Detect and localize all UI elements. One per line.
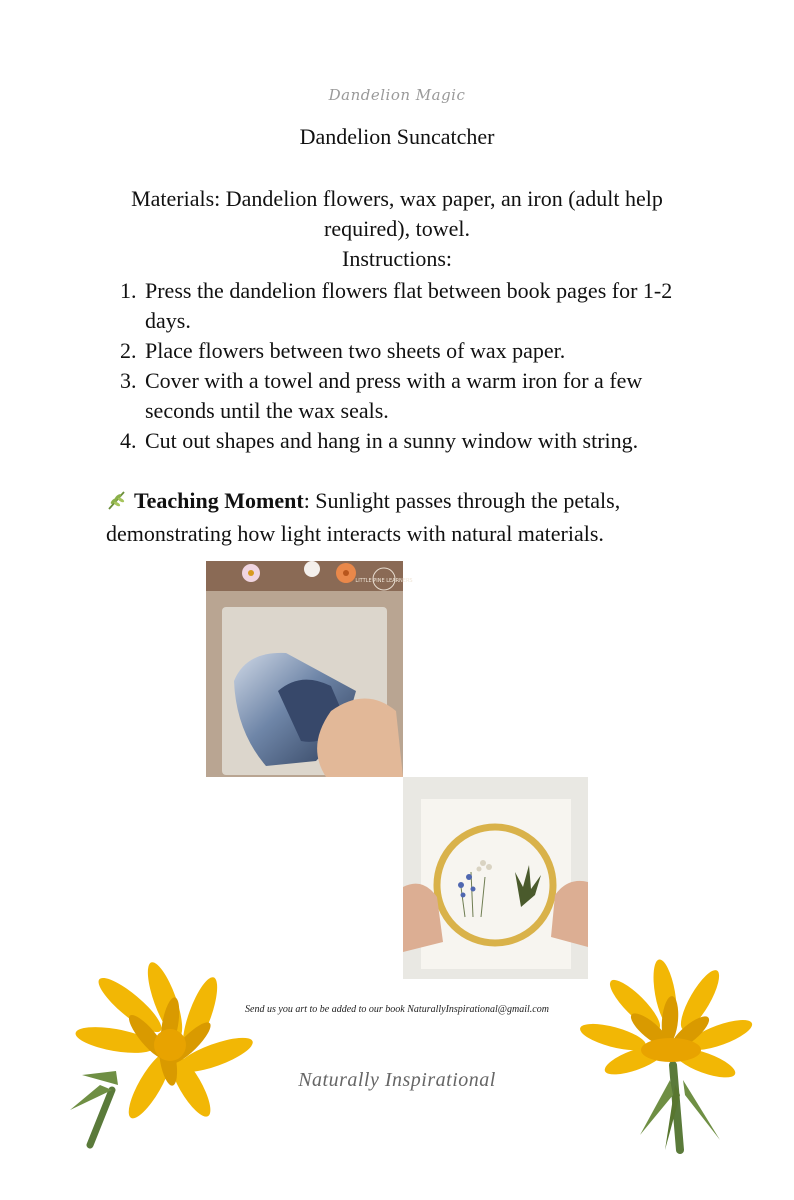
dandelion-flower-right [555,955,755,1160]
step-item [120,276,680,336]
instructions-heading: Instructions: [342,246,452,271]
suncatcher-photo [403,777,588,979]
step-text: Cover with a towel and press with a warm iron for a few seconds until the wax seals. [145,368,643,423]
step-number: 4. [120,428,137,453]
teaching-text: : Sunlight passes through the petals, demonstrating how light interacts with natural materials. [106,488,621,546]
contact-line: Send us you art to be added to our book NaturallyInspirational@gmail.com [245,1004,549,1015]
step-number: 3. [120,368,137,393]
instruction-steps [120,276,680,456]
teaching-label: Teaching Moment [134,488,304,513]
teaching-moment [106,486,706,549]
herb-sprig-icon [106,489,128,519]
step-text: Cut out shapes and hang in a sunny window with string. [145,428,639,453]
footer-brand: Naturally Inspirational [298,1069,496,1091]
step-text: Place flowers between two sheets of wax paper. [145,338,566,363]
step-item [120,336,680,366]
step-number: 1. [120,278,137,303]
header-script-title: Dandelion Magic [328,86,466,104]
dandelion-flower-left [30,945,250,1155]
step-number: 2. [120,338,137,363]
materials-text: Materials: Dandelion flowers, wax paper, an iron (adult help required), towel. [131,186,663,241]
page-title: Dandelion Suncatcher [299,124,495,149]
step-item [120,366,680,426]
ironing-photo [206,561,413,777]
step-item [120,426,680,456]
step-text: Press the dandelion flowers flat between book pages for 1-2 days. [145,278,673,333]
photo-watermark: LITTLE PINE LEARNERS [355,578,413,584]
